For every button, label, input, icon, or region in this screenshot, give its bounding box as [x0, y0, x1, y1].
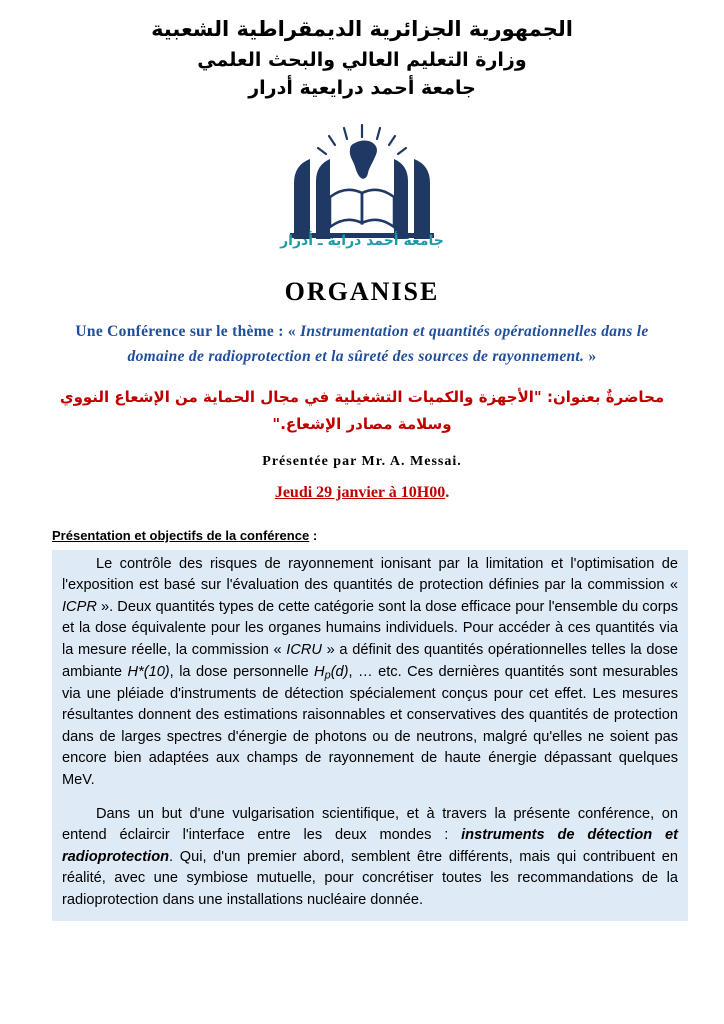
logo-caption: جامعة أحمد دراية ـ أدرار [280, 232, 444, 249]
presentation-body [52, 550, 688, 922]
p1-hstar: H*(10) [127, 663, 170, 680]
university-logo [272, 119, 452, 251]
presenter-line: Présentée par Mr. A. Messai. [262, 453, 462, 469]
organise-title: ORGANISE [284, 276, 440, 306]
date-punct: . [445, 483, 450, 501]
p1-icpr: ICPR [62, 598, 97, 615]
paragraph-1 [62, 554, 678, 792]
section-heading-text: Présentation et objectifs de la conférence [52, 527, 310, 543]
country-name: الجمهورية الجزائرية الديمقراطية الشعبية [151, 17, 573, 41]
arabic-conference-title: محاضرةٌ بعنوان: "الأجهزة والكميات التشغيلية في مجال الحماية من الإشعاع النووي وسلامة مصادر الإشعاع." [59, 387, 665, 433]
p2-bold: instruments de détection et radioprotection [62, 827, 679, 865]
section-heading-suffix: : [309, 527, 318, 543]
p2-part1: Dans un but d'une vulgarisation scientifique, et à travers la présente conférence, on entend éclaircir l'interface entre les deux mondes : [62, 805, 678, 844]
p1-hp: H [314, 663, 325, 680]
section-heading [28, 528, 696, 543]
logo-container [28, 119, 696, 251]
conference-date [28, 484, 696, 502]
theme-title: Instrumentation et quantités opérationnelles dans le domaine de radioprotection et la sûreté des sources de rayonnement. [127, 322, 649, 366]
university-name: جامعة أحمد درايعية أدرار [248, 77, 476, 99]
p1-hp-rest: (d) [330, 663, 349, 680]
p1-icru: ICRU [286, 642, 322, 658]
conference-theme [28, 319, 696, 370]
p1-part5: , … etc. Ces dernières quantités sont mesurables via une pléiade d'instruments de détection spécialement conçus pour cet effet. Les mesures résultantes donnent des estimations raisonnables et conservatives des quantités de protection dans de larges spectres d'énergie de photons ou de neutrons, malgré qu'elles ne soient pas encore bien adaptées aux champs de rayonnement de haute énergie dépassant quelques MeV. [62, 663, 678, 788]
date-text: Jeudi 29 janvier à 10H00 [274, 483, 446, 501]
ministry-name: وزارة التعليم العالي والبحث العلمي [197, 48, 527, 71]
p1-part4: , la dose personnelle [169, 663, 315, 680]
paragraph-2 [62, 804, 678, 912]
p2-part2: . Qui, d'un premier abord, semblent être différents, mais qui contribuent en réalité, avec une symbiose mutuelle, pour concrétiser toutes les recommandations de la radioprotection dans une installations nucléaire donnée. [62, 848, 678, 908]
p1-part2: ». Deux quantités types de cette catégorie sont la dose efficace pour l'ensemble du corps et la dose équivalente pour les organes humains individuels. Pour accéder à ces quantités via la mesure réelle, la commission « [62, 598, 678, 658]
theme-prefix: Une Conférence sur le thème : « [75, 322, 301, 340]
p1-part1: Le contrôle des risques de rayonnement ionisant par la limitation et l'optimisation de l'exposition est basé sur l'évaluation des quantités de protection définies par la commission « [62, 555, 678, 594]
university-crest-icon [272, 119, 452, 251]
institution-header [28, 14, 696, 103]
p1-part3: » a définit des quantités opérationnelles telles la dose ambiante [62, 642, 678, 680]
theme-suffix: » [584, 348, 597, 366]
p1-hp-sub: p [324, 669, 331, 682]
